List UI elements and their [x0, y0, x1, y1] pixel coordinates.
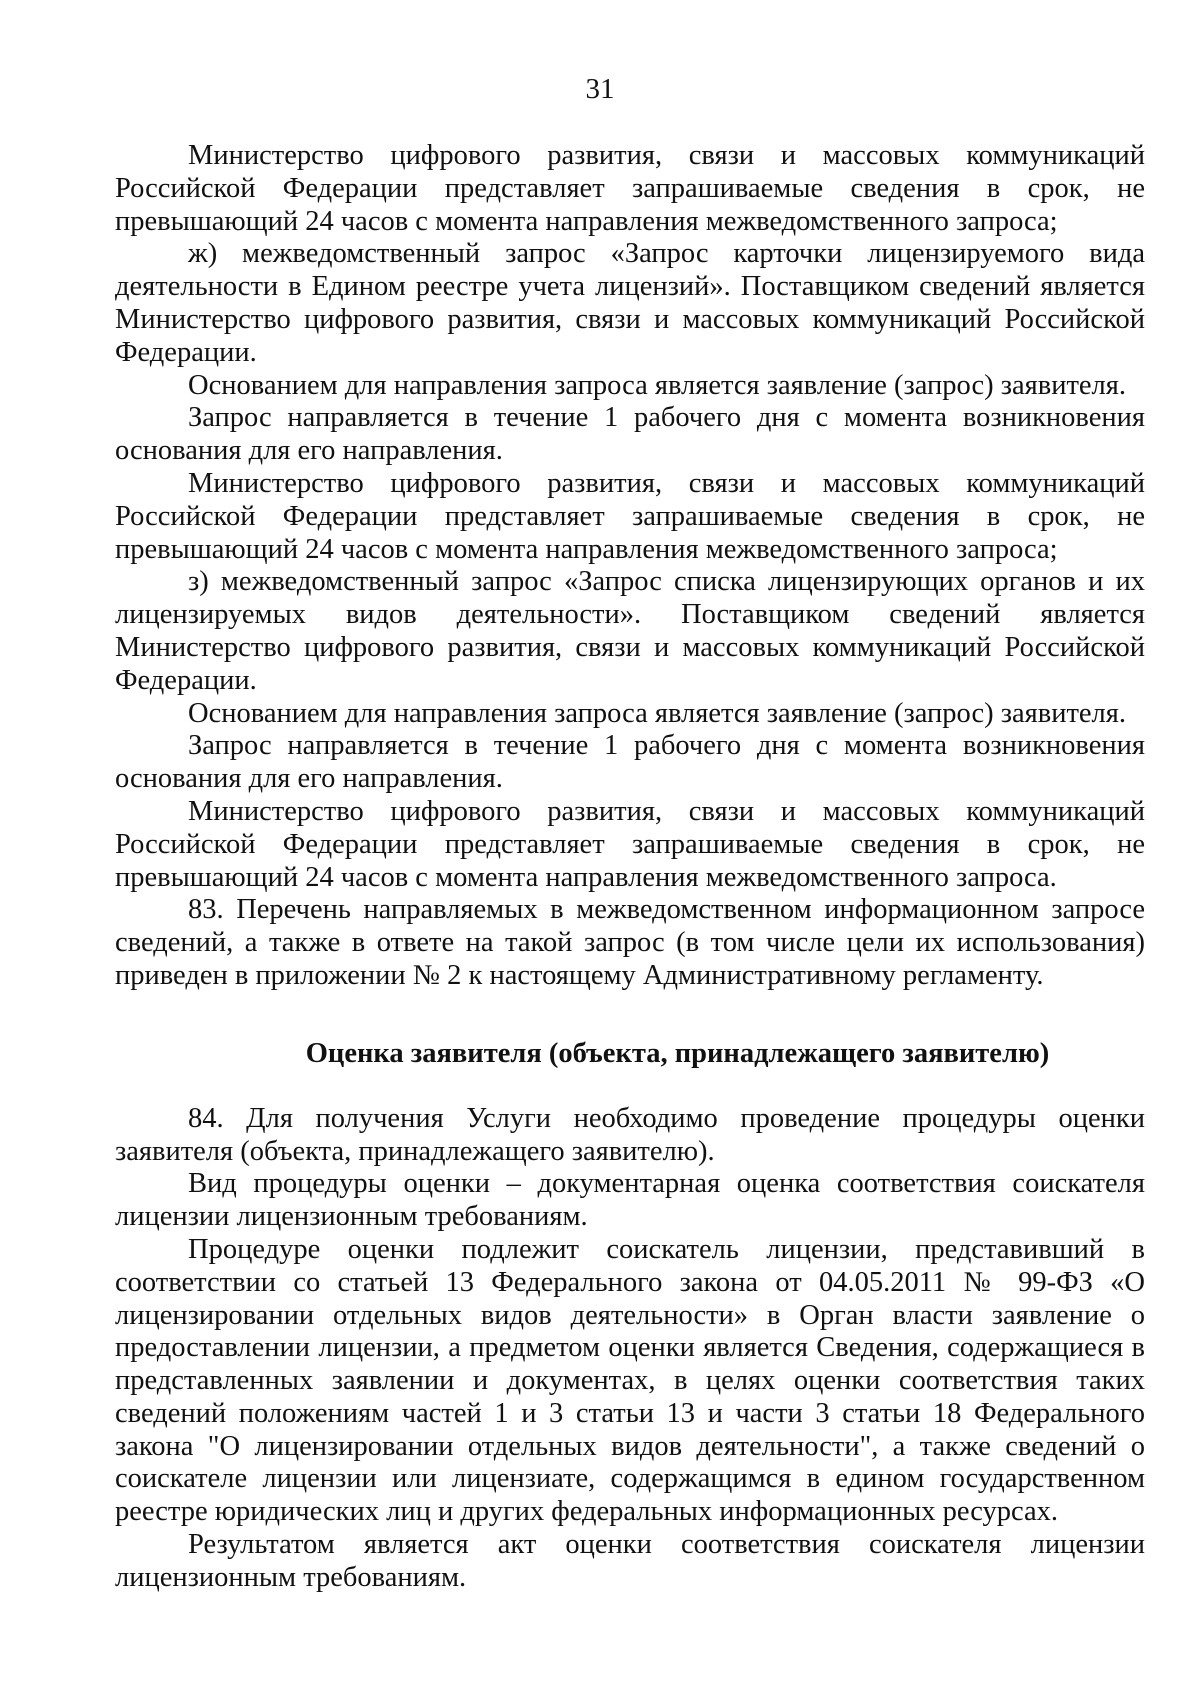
paragraph: Результатом является акт оценки соответствия соискателя лицензии лицензионным требованиям.: [115, 1529, 1145, 1593]
paragraph: Основанием для направления запроса является заявление (запрос) заявителя.: [188, 697, 1127, 729]
paragraph: Запрос направляется в течение 1 рабочего дня с момента возникновения основания для его направления.: [115, 730, 1145, 795]
paragraph-item-z: з) межведомственный запрос «Запрос списка лицензирующих органов и их лицензируемых видов деятельности». Поставщиком сведений является Министерство цифрового развития, связи и массовых коммуникаций Российской Федерации.: [115, 566, 1145, 696]
paragraph-83: 83. Перечень направляемых в межведомственном информационном запросе сведений, а также в ответе на такой запрос (в том числе цели их использования) приведен в приложении № 2 к настоящему Административному регламенту.: [115, 894, 1145, 991]
paragraph: Процедуре оценки подлежит соискатель лицензии, представивший в соответствии со статьей 13 Федерального закона от 04.05.2011 № 99-ФЗ «О лицензировании отдельных видов деятельности» в Орган власти заявление о предоставлении лицензии, а предметом оценки является Сведения, содержащиеся в представленных заявлении и документах, в целях оценки соответствия таких сведений положениям частей 1 и 3 статьи 13 и части 3 статьи 18 Федерального закона "О лицензировании отдельных видов деятельности", а также сведений о соискателе лицензии или лицензиате, содержащимся в едином государственном реестре юридических лиц и других федеральных информационных ресурсах.: [115, 1233, 1145, 1528]
section-heading: Оценка заявителя (объекта, принадлежащего заявителю): [305, 1037, 1050, 1069]
paragraph-84: 84. Для получения Услуги необходимо проведение процедуры оценки заявителя (объекта, принадлежащего заявителю).: [115, 1102, 1145, 1167]
paragraph: Министерство цифрового развития, связи и массовых коммуникаций Российской Федерации представляет запрашиваемые сведения в срок, не превышающий 24 часов с момента направления межведомственного запроса.: [115, 795, 1145, 893]
paragraph: Запрос направляется в течение 1 рабочего дня с момента возникновения основания для его направления.: [115, 402, 1145, 467]
paragraph: Министерство цифрового развития, связи и массовых коммуникаций Российской Федерации представляет запрашиваемые сведения в срок, не превышающий 24 часов с момента направления межведомственного запроса;: [115, 140, 1145, 237]
paragraph: Вид процедуры оценки – документарная оценка соответствия соискателя лицензии лицензионным требованиям.: [115, 1168, 1145, 1233]
document-body: [115, 140, 1145, 1595]
paragraph-item-zh: ж) межведомственный запрос «Запрос карточки лицензируемого вида деятельности в Едином реестре учета лицензий». Поставщиком сведений является Министерство цифрового развития, связи и массовых коммуникаций Российской Федерации.: [115, 238, 1145, 368]
paragraph: Основанием для направления запроса является заявление (запрос) заявителя.: [188, 369, 1127, 401]
page-number: 31: [585, 73, 615, 105]
paragraph: Министерство цифрового развития, связи и массовых коммуникаций Российской Федерации представляет запрашиваемые сведения в срок, не превышающий 24 часов с момента направления межведомственного запроса;: [115, 467, 1145, 565]
